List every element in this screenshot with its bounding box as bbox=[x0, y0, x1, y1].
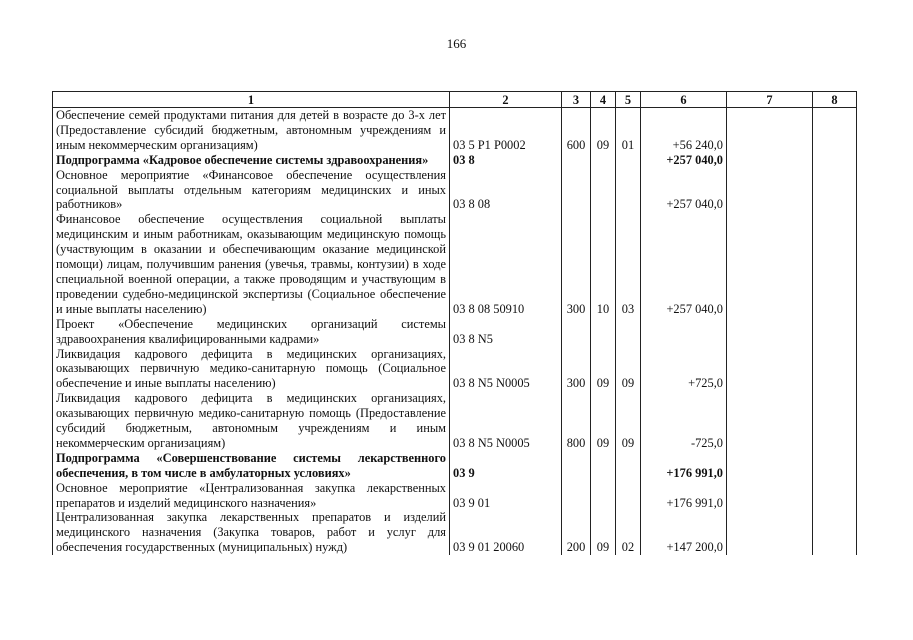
row-section bbox=[591, 451, 616, 481]
row-expense-type: 800 bbox=[562, 391, 591, 451]
row-subsection: 01 bbox=[616, 108, 641, 153]
row-col8 bbox=[813, 168, 857, 213]
row-amount: +257 040,0 bbox=[641, 168, 727, 213]
row-expense-type bbox=[562, 153, 591, 168]
table-row bbox=[53, 153, 857, 168]
row-name: Финансовое обеспечение осуществления социальной выплаты медицинским и иным работникам, оказывающим медицинскую помощь (участвующим в оказании и обеспечивающим оказание медицинской помощи) лицам, получившим ранения (увечья, травмы, контузии) в ходе специальной военной операции, а также проводящим и участвующим в проведении судебно-медицинской экспертизы (Социальное обеспечение и иные выплаты населению) bbox=[53, 212, 450, 316]
row-subsection bbox=[616, 481, 641, 511]
row-expense-type bbox=[562, 451, 591, 481]
row-subsection: 09 bbox=[616, 391, 641, 451]
row-target-code: 03 9 01 bbox=[450, 481, 562, 511]
row-target-code: 03 8 N5 bbox=[450, 317, 562, 347]
row-name: Подпрограмма «Кадровое обеспечение системы здравоохранения» bbox=[53, 153, 450, 168]
row-section bbox=[591, 481, 616, 511]
table-row bbox=[53, 108, 857, 153]
row-target-code: 03 9 bbox=[450, 451, 562, 481]
row-amount: +257 040,0 bbox=[641, 153, 727, 168]
row-name: Ликвидация кадрового дефицита в медицинских организациях, оказывающих первичную медико-санитарную помощь (Предоставление субсидий бюджетным, автономным учреждениям и иным некоммерческим организациям) bbox=[53, 391, 450, 451]
row-col7 bbox=[727, 391, 813, 451]
row-section: 09 bbox=[591, 391, 616, 451]
row-amount: +56 240,0 bbox=[641, 108, 727, 153]
row-name: Централизованная закупка лекарственных препаратов и изделий медицинского назначения (Закупка товаров, работ и услуг для обеспечения государственных (муниципальных) нужд) bbox=[53, 510, 450, 555]
row-section bbox=[591, 168, 616, 213]
row-col7 bbox=[727, 212, 813, 316]
row-expense-type bbox=[562, 317, 591, 347]
row-amount: +147 200,0 bbox=[641, 510, 727, 555]
table-row bbox=[53, 347, 857, 392]
row-col8 bbox=[813, 153, 857, 168]
page-number: 166 bbox=[446, 36, 467, 51]
row-name: Ликвидация кадрового дефицита в медицинских организациях, оказывающих первичную медико-санитарную помощь (Социальное обеспечение и иные выплаты населению) bbox=[53, 347, 450, 392]
row-col8 bbox=[813, 347, 857, 392]
row-section bbox=[591, 317, 616, 347]
row-target-code: 03 8 N5 N0005 bbox=[450, 391, 562, 451]
table-row bbox=[53, 451, 857, 481]
row-col8 bbox=[813, 391, 857, 451]
row-name: Основное мероприятие «Централизованная закупка лекарственных препаратов и изделий медицинского назначения» bbox=[53, 481, 450, 511]
row-expense-type bbox=[562, 481, 591, 511]
budget-table bbox=[52, 91, 857, 555]
row-target-code: 03 8 08 bbox=[450, 168, 562, 213]
row-section: 09 bbox=[591, 347, 616, 392]
row-col7 bbox=[727, 481, 813, 511]
row-expense-type: 200 bbox=[562, 510, 591, 555]
table-header-row bbox=[53, 92, 857, 108]
row-section: 10 bbox=[591, 212, 616, 316]
column-header: 8 bbox=[813, 92, 857, 108]
table-row bbox=[53, 510, 857, 555]
row-section: 09 bbox=[591, 510, 616, 555]
table-row bbox=[53, 168, 857, 213]
column-header: 3 bbox=[562, 92, 591, 108]
column-header: 4 bbox=[591, 92, 616, 108]
row-expense-type: 300 bbox=[562, 347, 591, 392]
row-col7 bbox=[727, 108, 813, 153]
table-row bbox=[53, 481, 857, 511]
row-col7 bbox=[727, 317, 813, 347]
row-amount: -725,0 bbox=[641, 391, 727, 451]
row-col7 bbox=[727, 510, 813, 555]
row-expense-type: 600 bbox=[562, 108, 591, 153]
row-amount: +176 991,0 bbox=[641, 451, 727, 481]
row-name: Основное мероприятие «Финансовое обеспечение осуществления социальной выплаты отдельным категориям медицинских и иных работников» bbox=[53, 168, 450, 213]
row-amount: +725,0 bbox=[641, 347, 727, 392]
table-row bbox=[53, 391, 857, 451]
row-section bbox=[591, 153, 616, 168]
row-target-code: 03 8 N5 N0005 bbox=[450, 347, 562, 392]
column-header: 7 bbox=[727, 92, 813, 108]
row-subsection: 09 bbox=[616, 347, 641, 392]
row-target-code: 03 9 01 20060 bbox=[450, 510, 562, 555]
row-col8 bbox=[813, 481, 857, 511]
row-amount: +176 991,0 bbox=[641, 481, 727, 511]
row-subsection: 03 bbox=[616, 212, 641, 316]
row-col8 bbox=[813, 317, 857, 347]
row-subsection: 02 bbox=[616, 510, 641, 555]
row-subsection bbox=[616, 451, 641, 481]
row-expense-type bbox=[562, 168, 591, 213]
column-header: 2 bbox=[450, 92, 562, 108]
column-header: 1 bbox=[53, 92, 450, 108]
row-expense-type: 300 bbox=[562, 212, 591, 316]
row-subsection bbox=[616, 317, 641, 347]
row-col7 bbox=[727, 451, 813, 481]
row-subsection bbox=[616, 153, 641, 168]
row-col8 bbox=[813, 510, 857, 555]
row-name: Проект «Обеспечение медицинских организаций системы здравоохранения квалифицированными кадрами» bbox=[53, 317, 450, 347]
row-name: Подпрограмма «Совершенствование системы лекарственного обеспечения, в том числе в амбулаторных условиях» bbox=[53, 451, 450, 481]
row-subsection bbox=[616, 168, 641, 213]
table-row bbox=[53, 317, 857, 347]
column-header: 5 bbox=[616, 92, 641, 108]
row-target-code: 03 8 08 50910 bbox=[450, 212, 562, 316]
row-amount: +257 040,0 bbox=[641, 212, 727, 316]
table-row bbox=[53, 212, 857, 316]
row-target-code: 03 5 P1 P0002 bbox=[450, 108, 562, 153]
row-target-code: 03 8 bbox=[450, 153, 562, 168]
row-name: Обеспечение семей продуктами питания для детей в возрасте до 3-х лет (Предоставление субсидий бюджетным, автономным учреждениям и иным некоммерческим организациям) bbox=[53, 108, 450, 153]
row-col7 bbox=[727, 347, 813, 392]
row-section: 09 bbox=[591, 108, 616, 153]
row-col7 bbox=[727, 153, 813, 168]
row-col8 bbox=[813, 212, 857, 316]
column-header: 6 bbox=[641, 92, 727, 108]
row-col7 bbox=[727, 168, 813, 213]
row-col8 bbox=[813, 451, 857, 481]
row-amount bbox=[641, 317, 727, 347]
row-col8 bbox=[813, 108, 857, 153]
